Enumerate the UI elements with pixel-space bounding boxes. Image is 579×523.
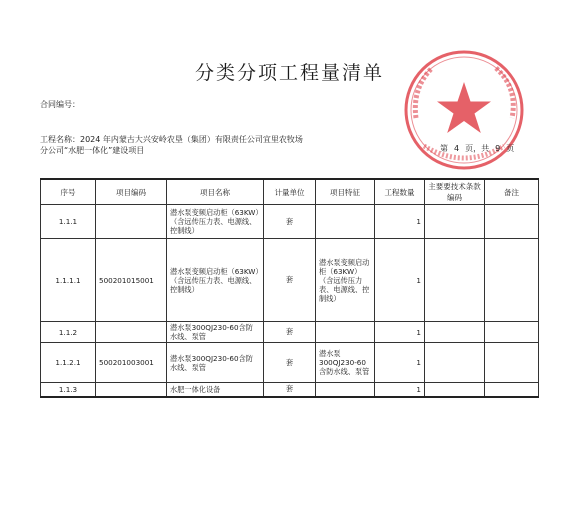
cell-quantity: 1 (375, 322, 425, 343)
cell-seq: 1.1.2.1 (41, 343, 96, 383)
cell-code (96, 322, 167, 343)
page-suffix: 页 (506, 144, 515, 153)
cell-name: 潜水泵300QJ230-60含防水线、泵管 (167, 322, 264, 343)
cell-name: 水肥一体化设备 (167, 383, 264, 397)
table-row (41, 239, 539, 322)
cell-unit: 套 (264, 383, 316, 397)
table-header-row (41, 179, 539, 205)
cell-unit: 套 (264, 205, 316, 239)
cell-seq: 1.1.2 (41, 322, 96, 343)
cell-seq: 1.1.1.1 (41, 239, 96, 322)
cell-feature: 潜水泵300QJ230-60含防水线、泵管 (316, 343, 375, 383)
cell-feature (316, 205, 375, 239)
header-name: 项目名称 (167, 179, 264, 205)
header-quantity: 工程数量 (375, 179, 425, 205)
page-prefix: 第 (440, 144, 448, 153)
cell-name: 潜水泵变频启动柜（63KW）（含远传压力表、电源线、控制线） (167, 205, 264, 239)
header-feature: 项目特征 (316, 179, 375, 205)
contract-number-label: 合同编号： (40, 100, 80, 109)
cell-clause (425, 343, 485, 383)
cell-remark (485, 383, 539, 397)
cell-feature: 潜水泵变频启动柜（63KW）（含远传压力表、电源线、控制线） (316, 239, 375, 322)
header-unit: 计量单位 (264, 179, 316, 205)
bill-of-quantities-table (40, 178, 539, 398)
cell-remark (485, 322, 539, 343)
cell-seq: 1.1.1 (41, 205, 96, 239)
cell-name: 潜水泵变频启动柜（63KW）（含远传压力表、电源线、控制线） (167, 239, 264, 322)
cell-remark (485, 239, 539, 322)
cell-quantity: 1 (375, 205, 425, 239)
header-clause: 主要要技术条款编码 (425, 179, 485, 205)
page-mid: 页，共 (465, 144, 490, 153)
table-row (41, 383, 539, 397)
page-current: 4 (454, 144, 460, 153)
cell-unit: 套 (264, 239, 316, 322)
cell-clause (425, 239, 485, 322)
cell-code: 500201015001 (96, 239, 167, 322)
project-name: 工程名称：2024 年内蒙古大兴安岭农垦（集团）有限责任公司宜里农牧场分公司“水肥一体化”建设项目 (40, 135, 303, 155)
cell-clause (425, 383, 485, 397)
cell-code (96, 383, 167, 397)
cell-clause (425, 322, 485, 343)
page-indicator (440, 143, 514, 154)
cell-seq: 1.1.3 (41, 383, 96, 397)
table-row (41, 322, 539, 343)
cell-code: 500201003001 (96, 343, 167, 383)
page-total: 9 (495, 144, 501, 153)
cell-remark (485, 343, 539, 383)
cell-feature (316, 322, 375, 343)
cell-quantity: 1 (375, 383, 425, 397)
header-code: 项目编码 (96, 179, 167, 205)
cell-quantity: 1 (375, 239, 425, 322)
cell-code (96, 205, 167, 239)
table-row (41, 205, 539, 239)
cell-remark (485, 205, 539, 239)
cell-feature (316, 383, 375, 397)
header-seq: 序号 (41, 179, 96, 205)
cell-clause (425, 205, 485, 239)
cell-unit: 套 (264, 343, 316, 383)
header-remark: 备注 (485, 179, 539, 205)
cell-quantity: 1 (375, 343, 425, 383)
cell-unit: 套 (264, 322, 316, 343)
document-title: 分类分项工程量清单 (194, 62, 384, 84)
cell-name: 潜水泵300QJ230-60含防水线、泵管 (167, 343, 264, 383)
table-row (41, 343, 539, 383)
